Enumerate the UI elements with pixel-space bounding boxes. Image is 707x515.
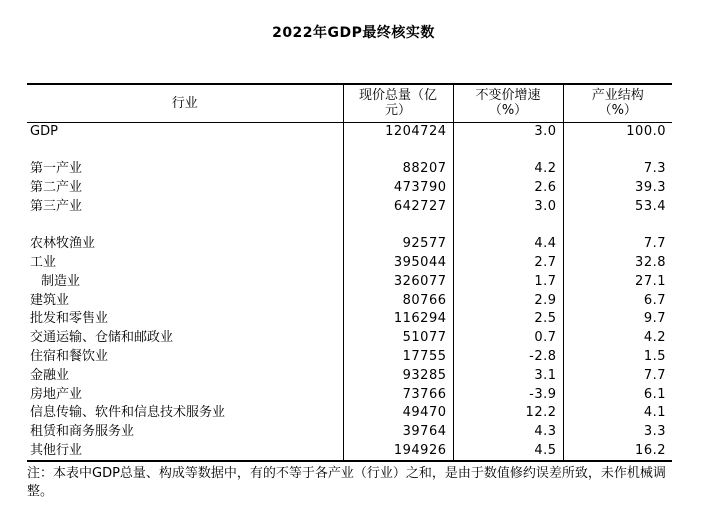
row-structure: 4.1 [563, 404, 672, 423]
row-name: 租赁和商务服务业 [30, 424, 135, 440]
row-structure: 1.5 [563, 348, 672, 367]
table-note: 注：本表中GDP总量、构成等数据中，有的不等于各产业（行业）之和，是由于数值修约误差所致，未作机械调整。 [27, 466, 666, 499]
row-name: 第一产业 [30, 160, 83, 176]
row-structure: 4.2 [563, 329, 672, 348]
row-growth: 0.7 [453, 329, 563, 348]
row-growth: 2.9 [453, 291, 563, 310]
row-growth: -3.9 [453, 385, 563, 404]
row-value: 17755 [343, 348, 453, 367]
row-value: 39764 [343, 423, 453, 442]
row-name: 建筑业 [30, 292, 70, 308]
row-growth: 2.6 [453, 178, 563, 197]
row-name: 交通运输、仓储和邮政业 [30, 330, 174, 346]
row-name: 第二产业 [30, 179, 83, 195]
page-title: 2022年GDP最终核实数 [272, 25, 435, 41]
header-growth: 不变价增速 （%） [453, 84, 563, 122]
row-growth: 4.2 [453, 160, 563, 179]
row-value: 51077 [343, 329, 453, 348]
row-structure: 100.0 [563, 122, 672, 141]
row-value: 473790 [343, 178, 453, 197]
row-value: 642727 [343, 197, 453, 216]
row-structure: 9.7 [563, 310, 672, 329]
row-name: 金融业 [30, 367, 70, 383]
row-structure: 7.7 [563, 366, 672, 385]
row-value: 326077 [343, 272, 453, 291]
row-structure: 32.8 [563, 254, 672, 273]
row-growth: -2.8 [453, 348, 563, 367]
row-structure: 16.2 [563, 442, 672, 461]
table-row [27, 254, 672, 273]
row-name: 第三产业 [30, 198, 83, 214]
row-name: 信息传输、软件和信息技术服务业 [30, 405, 226, 421]
row-growth: 3.0 [453, 122, 563, 141]
row-name: 房地产业 [30, 386, 83, 402]
table-row [27, 235, 672, 254]
spacer-row [27, 216, 672, 235]
row-growth: 4.4 [453, 235, 563, 254]
row-value: 1204724 [343, 122, 453, 141]
row-growth: 3.1 [453, 366, 563, 385]
row-name: 住宿和餐饮业 [30, 348, 109, 364]
table-row [27, 310, 672, 329]
row-structure: 6.7 [563, 291, 672, 310]
row-value: 93285 [343, 366, 453, 385]
table-header-row [27, 84, 672, 122]
table-row [27, 272, 672, 291]
row-structure: 39.3 [563, 178, 672, 197]
table-row [27, 423, 672, 442]
row-structure: 7.7 [563, 235, 672, 254]
row-value: 80766 [343, 291, 453, 310]
row-growth: 2.5 [453, 310, 563, 329]
spacer-row [27, 141, 672, 160]
row-name: 其他行业 [30, 442, 83, 458]
header-industry: 行业 [171, 95, 198, 111]
row-value: 88207 [343, 160, 453, 179]
table-row [27, 160, 672, 179]
row-growth: 4.3 [453, 423, 563, 442]
row-growth: 4.5 [453, 442, 563, 461]
table-row [27, 178, 672, 197]
header-value: 现价总量（亿 元） [343, 84, 453, 122]
row-structure: 53.4 [563, 197, 672, 216]
table-row [27, 329, 672, 348]
table-row [27, 348, 672, 367]
row-value: 116294 [343, 310, 453, 329]
table-row [27, 404, 672, 423]
row-value: 395044 [343, 254, 453, 273]
row-growth: 2.7 [453, 254, 563, 273]
table-row [27, 442, 672, 461]
row-value: 92577 [343, 235, 453, 254]
table-row [27, 385, 672, 404]
row-name: 农林牧渔业 [30, 236, 96, 252]
row-value: 49470 [343, 404, 453, 423]
table-row [27, 291, 672, 310]
row-structure: 7.3 [563, 160, 672, 179]
row-growth: 1.7 [453, 272, 563, 291]
row-name: GDP [30, 123, 58, 139]
row-structure: 27.1 [563, 272, 672, 291]
row-value: 194926 [343, 442, 453, 461]
row-structure: 6.1 [563, 385, 672, 404]
table-row [27, 366, 672, 385]
row-growth: 12.2 [453, 404, 563, 423]
row-name: 工业 [30, 254, 57, 270]
row-name: 制造业 [41, 273, 81, 289]
table-row [27, 122, 672, 141]
header-structure: 产业结构 （%） [563, 84, 672, 122]
row-name: 批发和零售业 [30, 311, 109, 327]
row-value: 73766 [343, 385, 453, 404]
row-growth: 3.0 [453, 197, 563, 216]
table-row [27, 197, 672, 216]
row-structure: 3.3 [563, 423, 672, 442]
gdp-table [27, 83, 672, 462]
